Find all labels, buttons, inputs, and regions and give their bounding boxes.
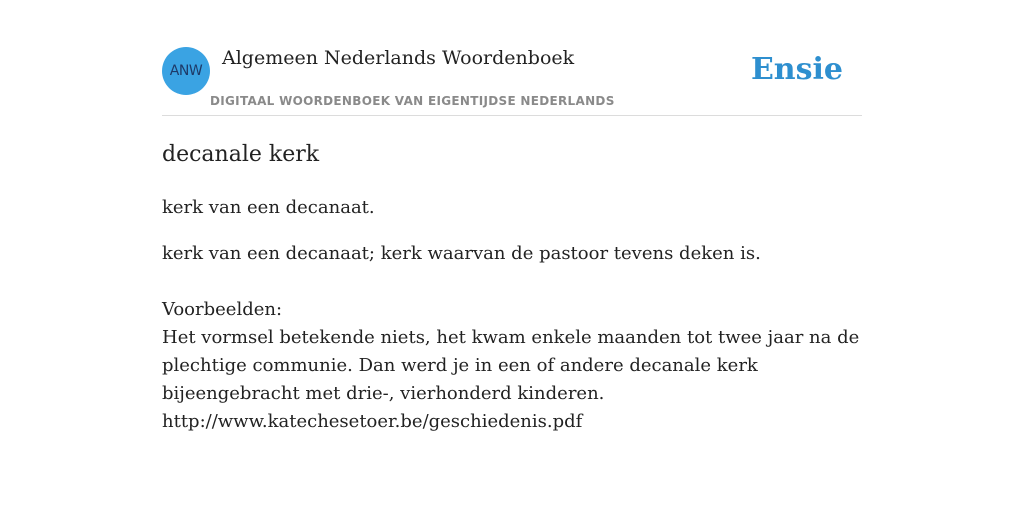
entry-content xyxy=(162,141,862,436)
ensie-logo-link[interactable]: Ensie xyxy=(750,52,843,87)
site-subtitle: DIGITAAL WOORDENBOEK VAN EIGENTIJDSE NEDERLANDS xyxy=(210,94,615,108)
example-text: Het vormsel betekende niets, het kwam enkele maanden tot twee jaar na de plechtige communie. Dan werd je in een of andere decanale kerk bijeengebracht met drie-, vierhonderd kinderen. xyxy=(162,327,860,404)
examples-heading: Voorbeelden: xyxy=(162,299,283,320)
examples-section xyxy=(162,296,862,436)
short-definition: kerk van een decanaat. xyxy=(162,197,375,218)
site-header xyxy=(162,46,862,116)
anw-logo[interactable]: ANW xyxy=(162,47,210,95)
source-url xyxy=(162,408,862,436)
site-title[interactable]: Algemeen Nederlands Woordenboek xyxy=(222,47,575,69)
long-definition: kerk van een decanaat; kerk waarvan de pastoor tevens deken is. xyxy=(162,243,761,264)
entry-term: decanale kerk xyxy=(162,142,320,167)
source-link[interactable]: http://www.katechesetoer.be/geschiedenis.pdf xyxy=(162,411,583,432)
page xyxy=(162,0,862,436)
